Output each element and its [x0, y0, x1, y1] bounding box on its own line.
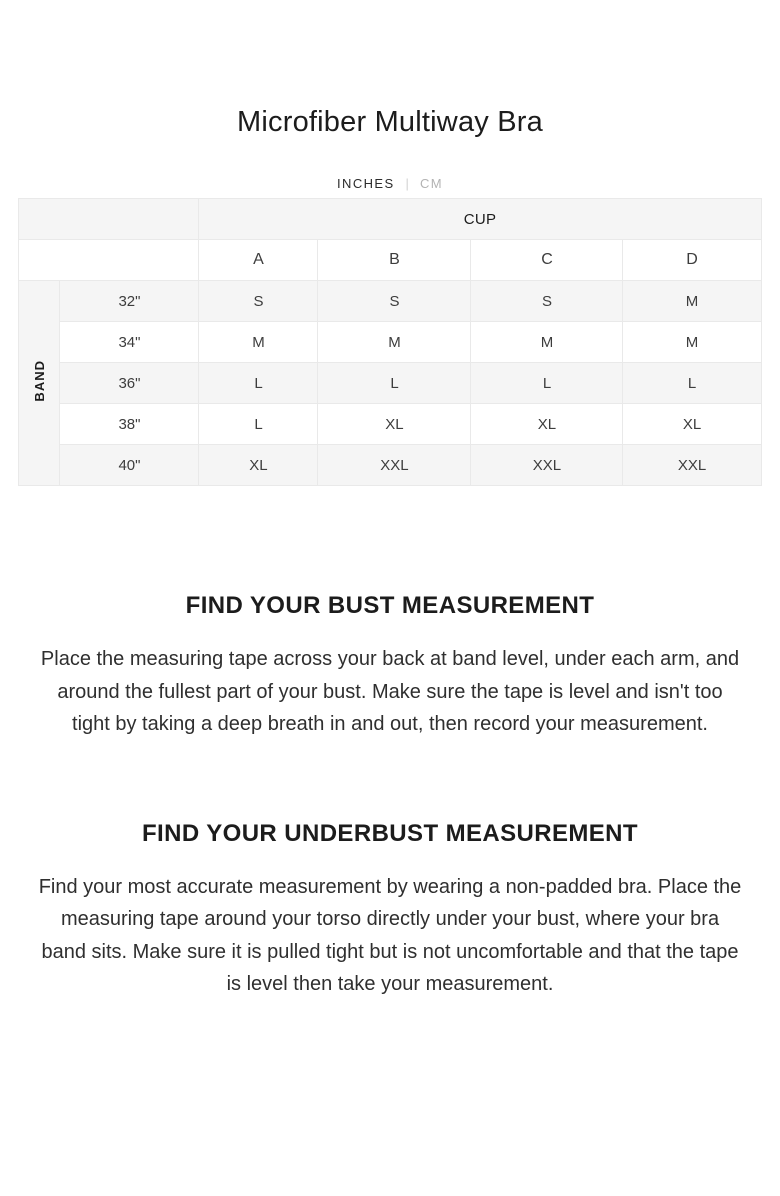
size-cell: S — [199, 281, 318, 322]
band-size-label: 36" — [60, 363, 199, 404]
table-row — [19, 404, 761, 445]
size-cell: S — [318, 281, 471, 322]
size-cell: M — [623, 322, 761, 363]
band-size-label: 34" — [60, 322, 199, 363]
cup-size-label: B — [318, 240, 471, 281]
size-cell: XXL — [623, 445, 761, 486]
table-row — [19, 363, 761, 404]
band-size-label: 40" — [60, 445, 199, 486]
cup-header-row — [19, 199, 761, 240]
size-cell: S — [471, 281, 623, 322]
size-cell: L — [199, 404, 318, 445]
band-size-label: 38" — [60, 404, 199, 445]
table-row — [19, 445, 761, 486]
unit-separator: | — [405, 176, 409, 191]
cup-size-label: D — [623, 240, 761, 281]
bust-measurement-section — [0, 592, 780, 741]
unit-toggle — [0, 176, 780, 192]
cup-sizes-row — [19, 240, 761, 281]
size-cell: M — [471, 322, 623, 363]
size-cell: M — [623, 281, 761, 322]
band-size-label: 32" — [60, 281, 199, 322]
empty-cell — [19, 240, 199, 281]
size-cell: M — [199, 322, 318, 363]
size-cell: XL — [199, 445, 318, 486]
size-cell: XL — [623, 404, 761, 445]
corner-cell — [19, 199, 199, 240]
size-cell: L — [318, 363, 471, 404]
table-row — [19, 322, 761, 363]
size-cell: XL — [471, 404, 623, 445]
band-header-label: BAND — [31, 359, 47, 402]
size-cell: XXL — [471, 445, 623, 486]
size-cell: XL — [318, 404, 471, 445]
size-chart-table — [18, 198, 761, 486]
bust-section-body: Place the measuring tape across your back at band level, under each arm, and around the fullest part of your bust. Make sure the tape is level and isn't too tight by taking a deep breath in and out, then record your measurement. — [40, 648, 740, 735]
underbust-measurement-section — [0, 820, 780, 1001]
page-title: Microfiber Multiway Bra — [237, 106, 543, 138]
table-row — [19, 281, 761, 322]
cup-size-label: C — [471, 240, 623, 281]
size-cell: L — [471, 363, 623, 404]
size-cell: M — [318, 322, 471, 363]
unit-option-inches[interactable]: INCHES — [337, 176, 395, 191]
cup-size-label: A — [199, 240, 318, 281]
size-cell: XXL — [318, 445, 471, 486]
size-cell: L — [623, 363, 761, 404]
underbust-section-heading: FIND YOUR UNDERBUST MEASUREMENT — [142, 819, 638, 847]
band-header-cell — [19, 281, 60, 486]
unit-option-cm[interactable]: CM — [419, 176, 443, 191]
size-cell: L — [199, 363, 318, 404]
cup-header-cell: CUP — [199, 199, 761, 240]
underbust-section-body: Find your most accurate measurement by wearing a non-padded bra. Place the measuring tape around your torso directly under your bust, where your bra band sits. Make sure it is pulled tight but is not uncomfortable and that the tape is level then take your measurement. — [38, 875, 742, 995]
bust-section-heading: FIND YOUR BUST MEASUREMENT — [185, 592, 595, 619]
